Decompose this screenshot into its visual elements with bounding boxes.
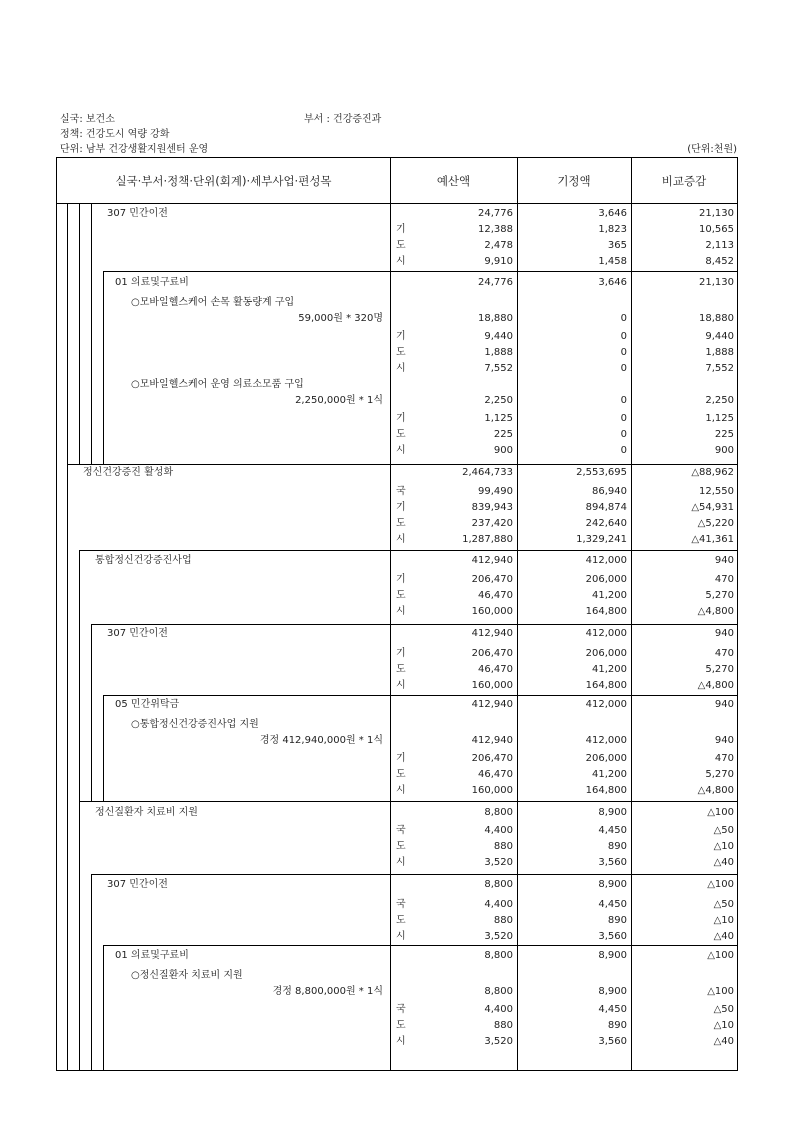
budget-cell: 237,420 (471, 518, 513, 529)
prior-cell: 4,450 (598, 1004, 627, 1015)
row-label: 01 의료및구료비 (115, 277, 189, 288)
budget-cell: 9,440 (484, 331, 513, 342)
budget-cell: 225 (493, 429, 513, 440)
prior-cell: 164,800 (585, 680, 627, 691)
row-label: 307 민간이전 (107, 879, 168, 890)
indent-line (79, 550, 80, 1070)
row-label: 05 민간위탁금 (115, 699, 180, 710)
prior-cell: 1,458 (598, 256, 627, 267)
column-divider (631, 158, 632, 1070)
row-label: 01 의료및구료비 (115, 950, 189, 961)
column-divider (517, 158, 518, 1070)
budget-cell: 206,470 (471, 574, 513, 585)
diff-cell: △40 (713, 931, 734, 942)
row-separator (67, 464, 737, 465)
indent-line (91, 874, 92, 1070)
fund-source: 국 (396, 1004, 406, 1015)
diff-cell: 21,130 (699, 208, 734, 219)
indent-line (67, 204, 68, 1070)
budget-cell: 8,800 (484, 807, 513, 818)
row-label: 2,250,000원 * 1식 (295, 395, 383, 406)
row-label: ○모바일헬스케어 운영 의료소모품 구입 (131, 379, 304, 390)
diff-cell: 940 (714, 699, 734, 710)
prior-cell: 3,560 (598, 857, 627, 868)
diff-cell: 470 (714, 574, 734, 585)
budget-cell: 880 (493, 915, 513, 926)
row-label: 정신질환자 치료비 지원 (95, 807, 198, 818)
diff-cell: 225 (714, 429, 734, 440)
fund-source: 기 (396, 331, 406, 342)
diff-cell: △10 (713, 841, 734, 852)
prior-cell: 0 (620, 363, 627, 374)
diff-cell: △4,800 (697, 606, 734, 617)
budget-cell: 12,388 (478, 224, 513, 235)
prior-cell: 890 (607, 915, 627, 926)
budget-cell: 8,800 (484, 950, 513, 961)
fund-source: 시 (396, 1036, 406, 1047)
prior-cell: 0 (620, 313, 627, 324)
budget-cell: 8,800 (484, 879, 513, 890)
prior-cell: 0 (620, 331, 627, 342)
budget-cell: 206,470 (471, 753, 513, 764)
diff-cell: 470 (714, 753, 734, 764)
diff-cell: 5,270 (705, 769, 734, 780)
budget-cell: 2,464,733 (462, 467, 513, 478)
diff-cell: △5,220 (697, 518, 734, 529)
row-separator (91, 624, 737, 625)
row-label: 307 민간이전 (107, 208, 168, 219)
prior-cell: 4,450 (598, 899, 627, 910)
fund-source: 도 (396, 240, 406, 251)
diff-cell: △40 (713, 857, 734, 868)
prior-cell: 3,646 (598, 277, 627, 288)
diff-cell: △41,361 (691, 534, 734, 545)
prior-cell: 412,000 (585, 555, 627, 566)
budget-cell: 2,250 (484, 395, 513, 406)
prior-cell: 0 (620, 445, 627, 456)
budget-cell: 412,940 (471, 699, 513, 710)
diff-cell: 900 (714, 445, 734, 456)
diff-cell: △50 (713, 825, 734, 836)
indent-line (91, 624, 92, 801)
diff-cell: △10 (713, 1020, 734, 1031)
diff-cell: △54,931 (691, 502, 734, 513)
budget-cell: 3,520 (484, 931, 513, 942)
prior-cell: 164,800 (585, 606, 627, 617)
prior-cell: 3,646 (598, 208, 627, 219)
row-label: 경정 412,940,000원 * 1식 (259, 735, 383, 746)
diff-cell: 940 (714, 735, 734, 746)
budget-cell: 206,470 (471, 648, 513, 659)
prior-cell: 8,900 (598, 879, 627, 890)
budget-table (56, 157, 738, 1071)
budget-cell: 839,943 (471, 502, 513, 513)
column-divider (390, 158, 391, 1070)
budget-cell: 160,000 (471, 680, 513, 691)
column-header-budget: 예산액 (390, 158, 517, 204)
row-label: 경정 8,800,000원 * 1식 (272, 986, 383, 997)
row-label: 307 민간이전 (107, 628, 168, 639)
budget-cell: 46,470 (478, 664, 513, 675)
budget-cell: 1,888 (484, 347, 513, 358)
budget-cell: 4,400 (484, 1004, 513, 1015)
fund-source: 시 (396, 534, 406, 545)
fund-source: 국 (396, 899, 406, 910)
diff-cell: △50 (713, 1004, 734, 1015)
prior-cell: 1,329,241 (576, 534, 627, 545)
row-label: 통합정신건강증진사업 (95, 555, 192, 566)
budget-cell: 1,125 (484, 413, 513, 424)
fund-source: 기 (396, 753, 406, 764)
budget-cell: 2,478 (484, 240, 513, 251)
diff-cell: 940 (714, 628, 734, 639)
budget-cell: 99,490 (478, 486, 513, 497)
diff-cell: △88,962 (691, 467, 734, 478)
budget-cell: 900 (493, 445, 513, 456)
budget-cell: 9,910 (484, 256, 513, 267)
fund-source: 시 (396, 857, 406, 868)
budget-cell: 24,776 (478, 277, 513, 288)
prior-cell: 206,000 (585, 574, 627, 585)
indent-line (103, 945, 104, 1070)
prior-cell: 894,874 (585, 502, 627, 513)
row-separator (103, 695, 737, 696)
budget-cell: 8,800 (484, 986, 513, 997)
row-separator (79, 801, 737, 802)
fund-source: 시 (396, 931, 406, 942)
prior-cell: 3,560 (598, 931, 627, 942)
row-label: ○통합정신건강증진사업 지원 (131, 719, 259, 730)
fund-source: 기 (396, 574, 406, 585)
fund-source: 국 (396, 825, 406, 836)
diff-cell: 2,113 (705, 240, 734, 251)
dept-label: 부서 : 건강증진과 (304, 114, 382, 125)
diff-cell: △100 (707, 879, 734, 890)
row-label: ○정신질환자 치료비 지원 (131, 970, 243, 981)
prior-cell: 164,800 (585, 785, 627, 796)
budget-cell: 46,470 (478, 769, 513, 780)
budget-cell: 3,520 (484, 857, 513, 868)
column-header-prior: 기정액 (517, 158, 631, 204)
diff-cell: △4,800 (697, 680, 734, 691)
fund-source: 도 (396, 664, 406, 675)
row-separator (103, 271, 737, 272)
prior-cell: 412,000 (585, 628, 627, 639)
diff-cell: 18,880 (699, 313, 734, 324)
fund-source: 기 (396, 648, 406, 659)
row-separator (103, 945, 737, 946)
budget-cell: 412,940 (471, 628, 513, 639)
budget-cell: 160,000 (471, 785, 513, 796)
policy-label: 정책: 건강도시 역량 강화 (60, 129, 170, 140)
budget-cell: 412,940 (471, 555, 513, 566)
prior-cell: 8,900 (598, 950, 627, 961)
diff-cell: 940 (714, 555, 734, 566)
diff-cell: 2,250 (705, 395, 734, 406)
diff-cell: △4,800 (697, 785, 734, 796)
fund-source: 시 (396, 785, 406, 796)
prior-cell: 0 (620, 429, 627, 440)
prior-cell: 890 (607, 841, 627, 852)
fund-source: 기 (396, 224, 406, 235)
diff-cell: 7,552 (705, 363, 734, 374)
budget-cell: 4,400 (484, 899, 513, 910)
unit-label: 단위: 남부 건강생활지원센터 운영 (60, 144, 209, 155)
prior-cell: 0 (620, 395, 627, 406)
prior-cell: 242,640 (585, 518, 627, 529)
prior-cell: 41,200 (592, 664, 627, 675)
prior-cell: 41,200 (592, 769, 627, 780)
prior-cell: 206,000 (585, 648, 627, 659)
prior-cell: 0 (620, 347, 627, 358)
diff-cell: 9,440 (705, 331, 734, 342)
diff-cell: △40 (713, 1036, 734, 1047)
indent-line (91, 204, 92, 464)
prior-cell: 41,200 (592, 590, 627, 601)
prior-cell: 86,940 (592, 486, 627, 497)
prior-cell: 4,450 (598, 825, 627, 836)
column-header-diff: 비교증감 (631, 158, 737, 204)
fund-source: 기 (396, 502, 406, 513)
fund-source: 시 (396, 256, 406, 267)
budget-cell: 160,000 (471, 606, 513, 617)
prior-cell: 8,900 (598, 807, 627, 818)
diff-cell: 12,550 (699, 486, 734, 497)
fund-source: 시 (396, 363, 406, 374)
diff-cell: △50 (713, 899, 734, 910)
prior-cell: 365 (607, 240, 627, 251)
office-label: 실국: 보건소 (60, 114, 115, 125)
diff-cell: 1,125 (705, 413, 734, 424)
budget-cell: 880 (493, 1020, 513, 1031)
prior-cell: 206,000 (585, 753, 627, 764)
fund-source: 도 (396, 518, 406, 529)
budget-cell: 1,287,880 (462, 534, 513, 545)
budget-cell: 4,400 (484, 825, 513, 836)
prior-cell: 412,000 (585, 735, 627, 746)
fund-source: 시 (396, 680, 406, 691)
prior-cell: 3,560 (598, 1036, 627, 1047)
fund-source: 도 (396, 769, 406, 780)
fund-source: 도 (396, 590, 406, 601)
indent-line (79, 204, 80, 464)
diff-cell: 470 (714, 648, 734, 659)
fund-source: 시 (396, 445, 406, 456)
fund-source: 국 (396, 486, 406, 497)
fund-source: 기 (396, 413, 406, 424)
diff-cell: △10 (713, 915, 734, 926)
diff-cell: 1,888 (705, 347, 734, 358)
diff-cell: △100 (707, 950, 734, 961)
prior-cell: 412,000 (585, 699, 627, 710)
row-separator (79, 550, 737, 551)
row-label: 59,000원 * 320명 (298, 313, 383, 324)
fund-source: 도 (396, 1020, 406, 1031)
diff-cell: △100 (707, 807, 734, 818)
diff-cell: 5,270 (705, 590, 734, 601)
budget-cell: 880 (493, 841, 513, 852)
fund-source: 도 (396, 915, 406, 926)
prior-cell: 2,553,695 (576, 467, 627, 478)
diff-cell: △100 (707, 986, 734, 997)
fund-source: 도 (396, 347, 406, 358)
currency-unit-label: (단위:천원) (687, 144, 737, 155)
budget-cell: 46,470 (478, 590, 513, 601)
budget-cell: 3,520 (484, 1036, 513, 1047)
budget-cell: 7,552 (484, 363, 513, 374)
indent-line (103, 271, 104, 464)
diff-cell: 21,130 (699, 277, 734, 288)
fund-source: 시 (396, 606, 406, 617)
prior-cell: 890 (607, 1020, 627, 1031)
row-label: 정신건강증진 활성화 (83, 467, 174, 478)
indent-line (103, 695, 104, 801)
prior-cell: 0 (620, 413, 627, 424)
budget-cell: 412,940 (471, 735, 513, 746)
diff-cell: 8,452 (705, 256, 734, 267)
budget-cell: 24,776 (478, 208, 513, 219)
row-label: ○모바일헬스케어 손목 활동량계 구입 (131, 297, 295, 308)
column-header-category: 실국·부서·정책·단위(회계)·세부사업·편성목 (57, 158, 390, 204)
diff-cell: 5,270 (705, 664, 734, 675)
fund-source: 도 (396, 841, 406, 852)
fund-source: 도 (396, 429, 406, 440)
diff-cell: 10,565 (699, 224, 734, 235)
budget-cell: 18,880 (478, 313, 513, 324)
row-separator (91, 874, 737, 875)
prior-cell: 8,900 (598, 986, 627, 997)
prior-cell: 1,823 (598, 224, 627, 235)
